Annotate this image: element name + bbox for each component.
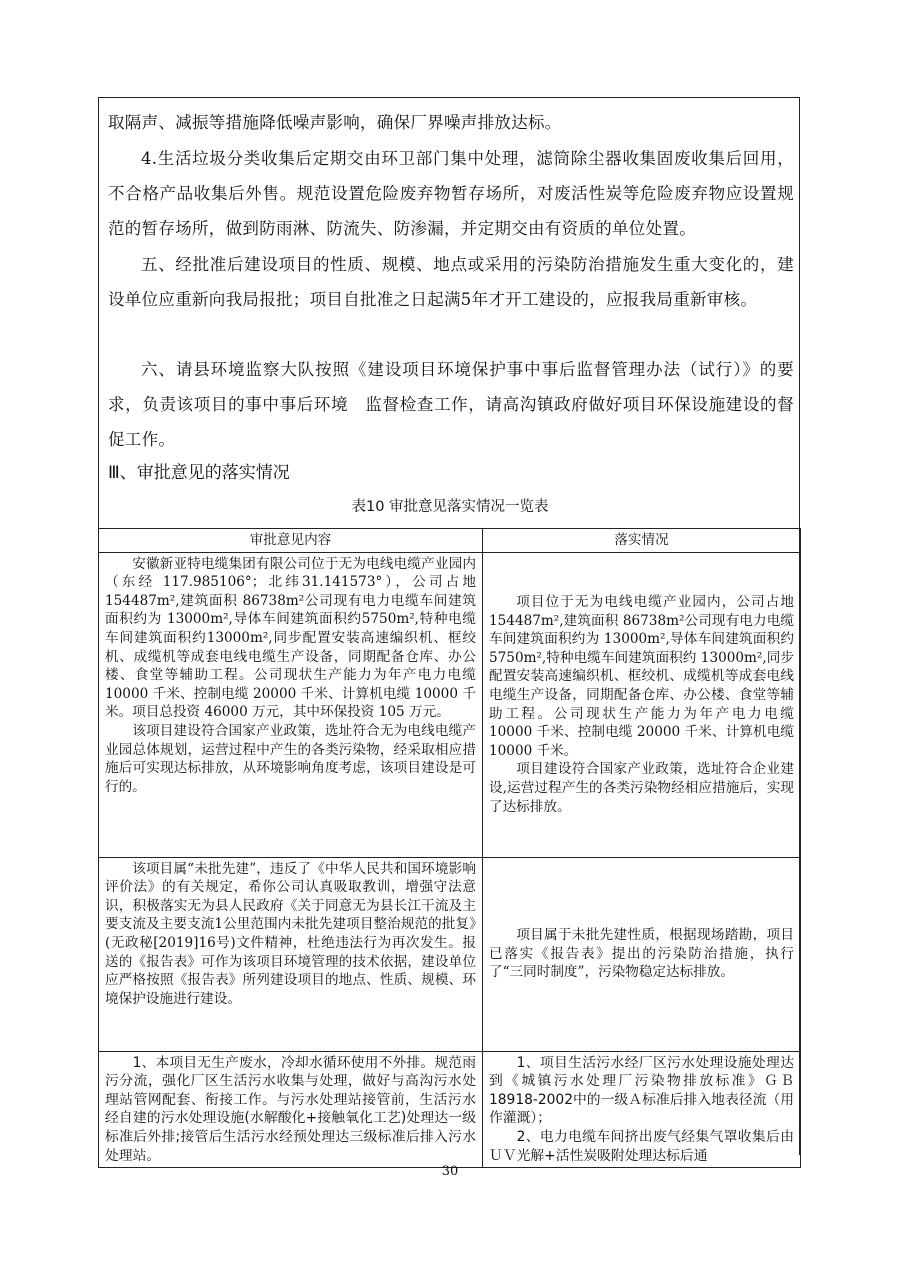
table-row [99,1051,801,1168]
cell-paragraph: 项目位于无为电线电缆产业园内，公司占地 154487m²,建筑面积 86738m²公司现有电力电缆车间建筑面积约为 13000m²,导体车间建筑面积约 5750m²,特种电缆车间建筑面积约 13000m²,同步配置安装高速编织机、框绞机、成缆机等成套电线电缆生产设备，同期配备仓库、办公楼、食堂等辅助工程。公司现状生产能力为年产电力电缆 10000 千米、控制电缆 20000 千米、计算机电缆 10000 千米。 [489,594,794,759]
header-approval-content: 审批意见内容 [99,529,483,553]
approval-cell [99,857,483,1051]
table-row [99,552,801,857]
table-row [99,857,801,1051]
cell-paragraph: 2、电力电缆车间挤出废气经集气罩收集后由ＵＶ光解+活性炭吸附处理达标后通 [489,1128,794,1164]
implementation-cell [483,1051,801,1168]
cell-paragraph: 安徽新亚特电缆集团有限公司位于无为电线电缆产业园内（东经 117.985106°；北纬31.141573°），公司占地 154487m²,建筑面积 86738m²公司现有电力电缆车间建筑面积约为 13000m²,导体车间建筑面积约5750m²,特种电缆车间建筑面积约13000m²,同步配置安装高速编织机、框绞机、成缆机等成套电线电缆生产设备，同期配备仓库、办公楼、食堂等辅助工程。公司现状生产能力为年产电力电缆 10000 千米、控制电缆 20000 千米、计算机电缆 10000 千米。项目总投资 46000 万元，其中环保投资 105 万元。 [105,555,476,721]
cell-paragraph: 项目属于未批先建性质，根据现场踏勘，项目已落实《报告表》提出的污染防治措施，执行了“三同时制度”，污染物稳定达标排放。 [489,927,794,981]
approval-cell [99,552,483,857]
implementation-table [98,528,801,1168]
header-implementation: 落实情况 [483,529,801,553]
cell-paragraph: 1、项目生活污水经厂区污水处理设施处理达到《城镇污水处理厂污染物排放标准》ＧＢ18918-2002中的一级Ａ标准后排入地表径流（用作灌溉）； [489,1054,794,1127]
paragraph-major-change: 五、经批准后建设项目的性质、规模、地点或采用的污染防治措施发生重大变化的，建设单位应重新向我局报批；项目自批准之日起满5年才开工建设的，应报我局重新审核。 [108,255,794,309]
cell-paragraph: 该项目建设符合国家产业政策，选址符合无为电线电缆产业园总体规划，运营过程中产生的各类污染物，经采取相应措施后可实现达标排放，从环境影响角度考虑，该项目建设是可行的。 [105,722,476,795]
paragraph-noise: 取隔声、减振等措施降低噪声影响，确保厂界噪声排放达标。 [108,113,562,132]
cell-paragraph: 1、本项目无生产废水，冷却水循环使用不外排。规范雨污分流，强化厂区生活污水收集与处理，做好与高沟污水处理站管网配套、衔接工作。与污水处理站接管前，生活污水经自建的污水处理设施(水解酸化+接触氧化工艺)处理达一级标准后外排;接管后生活污水经预处理达三级标准后排入污水处理站。 [105,1054,476,1164]
paragraph-supervision: 六、请县环境监察大队按照《建设项目环境保护事中事后监督管理办法（试行）》的要求，负责该项目的事中事后环境 监督检查工作，请高沟镇政府做好项目环保设施建设的督促工作。 [108,360,794,449]
implementation-cell [483,857,801,1051]
table-header-row [99,529,801,553]
page-number: 30 [441,1164,459,1179]
approval-cell [99,1051,483,1168]
paragraph-solid-waste: 4.生活垃圾分类收集后定期交由环卫部门集中处理，滤筒除尘器收集固废收集后回用，不合格产品收集后外售。规范设置危险废弃物暂存场所，对废活性炭等危险废弃物应设置规范的暂存场所，做到防雨淋、防流失、防渗漏，并定期交由有资质的单位处置。 [108,149,794,238]
implementation-cell [483,552,801,857]
cell-paragraph: 该项目属“未批先建”，违反了《中华人民共和国环境影响评价法》的有关规定，希你公司认真吸取教训，增强守法意识，积极落实无为县人民政府《关于同意无为县长江干流及主要支流及主要支流1公里范围内未批先建项目整治规范的批复》(无政秘[2019]16号)文件精神，杜绝违法行为再次发生。报送的《报告表》可作为该项目环境管理的技术依据，建设单位应严格按照《报告表》所列建设项目的地点、性质、规模、环境保护设施进行建设。 [105,860,476,1007]
cell-paragraph: 项目建设符合国家产业政策，选址符合企业建设,运营过程产生的各类污染物经相应措施后，实现了达标排放。 [489,761,794,815]
table-title: 表10 审批意见落实情况一览表 [351,499,549,515]
section-heading: Ⅲ、审批意见的落实情况 [108,463,290,483]
